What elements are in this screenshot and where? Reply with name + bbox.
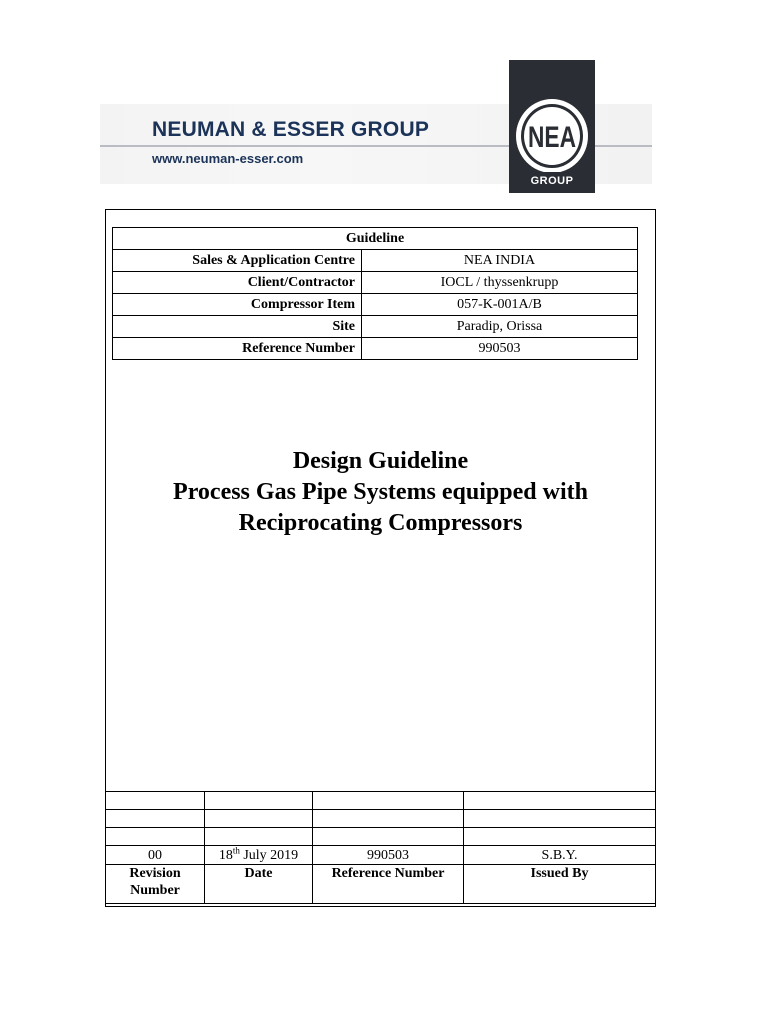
revision-table (105, 791, 656, 904)
info-label: Client/Contractor (113, 272, 362, 294)
title-line: Design Guideline (292, 448, 469, 474)
revision-issuer-header: Issued By (464, 865, 656, 904)
revision-number-header: Revision Number (106, 865, 205, 904)
revision-entry-row (106, 846, 656, 865)
revision-issuer-value: S.B.Y. (464, 846, 656, 865)
title-line: Reciprocating Compressors (238, 510, 523, 536)
revision-date-value: 18th July 2019 (205, 846, 313, 865)
revision-header-row (106, 865, 656, 904)
company-website: www.neuman-esser.com (152, 151, 304, 166)
info-value: 990503 (362, 338, 638, 360)
revision-empty-row (106, 792, 656, 810)
info-row (113, 338, 638, 360)
info-value: IOCL / thyssenkrupp (362, 272, 638, 294)
info-label: Compressor Item (113, 294, 362, 316)
info-label: Site (113, 316, 362, 338)
info-row (113, 316, 638, 338)
info-value: Paradip, Orissa (362, 316, 638, 338)
document-title (106, 446, 655, 539)
info-value: 057-K-001A/B (362, 294, 638, 316)
info-label: Sales & Application Centre (113, 250, 362, 272)
revision-reference-value: 990503 (313, 846, 464, 865)
info-row (113, 294, 638, 316)
title-line: Process Gas Pipe Systems equipped with (173, 479, 588, 505)
info-row (113, 250, 638, 272)
revision-date-header: Date (205, 865, 313, 904)
logo-letters: NEA (528, 121, 576, 154)
info-table (112, 227, 638, 360)
revision-number-value: 00 (106, 846, 205, 865)
revision-empty-row (106, 828, 656, 846)
info-row (113, 272, 638, 294)
company-name: NEUMAN & ESSER GROUP (152, 118, 430, 141)
revision-empty-row (106, 810, 656, 828)
logo-subtext: GROUP (530, 175, 574, 187)
info-label: Reference Number (113, 338, 362, 360)
info-value: NEA INDIA (362, 250, 638, 272)
revision-reference-header: Reference Number (313, 865, 464, 904)
info-heading: Guideline (113, 228, 638, 250)
nea-logo (509, 60, 595, 193)
info-heading-row (113, 228, 638, 250)
nea-logo-emblem (509, 60, 595, 172)
